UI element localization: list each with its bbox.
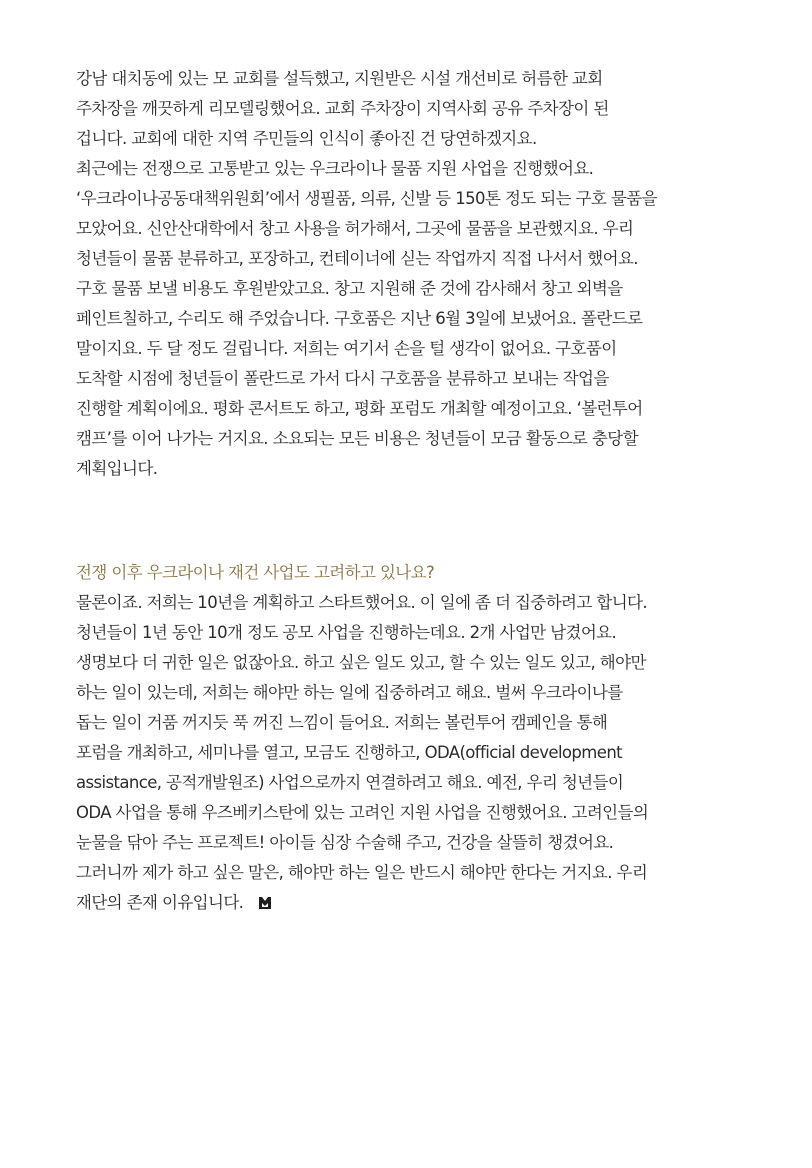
last-text-line	[76, 888, 766, 918]
article-body	[76, 64, 766, 918]
text-line: 하는 일이 있는데, 저희는 해야만 하는 일에 집중하려고 해요. 벌써 우크라이나를	[76, 683, 623, 702]
text-line: 겁니다. 교회에 대한 지역 주민들의 인식이 좋아진 건 당연하겠지요.	[76, 129, 537, 148]
text-line: ODA 사업을 통해 우즈베키스탄에 있는 고려인 지원 사업을 진행했어요. 고려인들의	[76, 803, 649, 822]
text-line: 도착할 시점에 청년들이 폴란드로 가서 다시 구호품을 분류하고 보내는 작업을	[76, 369, 609, 388]
text-line: 눈물을 닦아 주는 프로젝트! 아이들 심장 수술해 주고, 건강을 살뜰히 챙겼어요.	[76, 833, 614, 852]
last-line-text: 재단의 존재 이유입니다.	[76, 893, 244, 912]
text-line: 돕는 일이 거품 꺼지듯 푹 꺼진 느낌이 들어요. 저희는 볼런투어 캠페인을 통해	[76, 713, 608, 732]
text-line: 모았어요. 신안산대학에서 창고 사용을 허가해서, 그곳에 물품을 보관했지요. 우리	[76, 219, 634, 238]
text-line: 계획입니다.	[76, 459, 158, 478]
text-line: 포럼을 개최하고, 세미나를 열고, 모금도 진행하고, ODA(official development	[76, 743, 623, 762]
text-line: 청년들이 1년 동안 10개 정도 공모 사업을 진행하는데요. 2개 사업만 남겼어요.	[76, 623, 617, 642]
text-line: 강남 대치동에 있는 모 교회를 설득했고, 지원받은 시설 개선비로 허름한 교회	[76, 69, 603, 88]
answer-paragraph-2	[76, 588, 766, 918]
interview-question: 전쟁 이후 우크라이나 재건 사업도 고려하고 있나요?	[76, 563, 435, 582]
text-line: 페인트칠하고, 수리도 해 주었습니다. 구호품은 지난 6월 3일에 보냈어요. 폴란드로	[76, 309, 643, 328]
text-line: 주차장을 깨끗하게 리모델링했어요. 교회 주차장이 지역사회 공유 주차장이 된	[76, 99, 609, 118]
text-line: 생명보다 더 귀한 일은 없잖아요. 하고 싶은 일도 있고, 할 수 있는 일도 있고, 해야만	[76, 653, 646, 672]
text-line: 최근에는 전쟁으로 고통받고 있는 우크라이나 물품 지원 사업을 진행했어요.	[76, 159, 594, 178]
text-line: 진행할 계획이에요. 평화 콘서트도 하고, 평화 포럼도 개최할 예정이고요. ‘볼런투어	[76, 399, 643, 418]
magazine-end-mark-icon	[258, 890, 272, 904]
answer-paragraph-1	[76, 64, 766, 484]
text-line: 말이지요. 두 달 정도 걸립니다. 저희는 여기서 손을 털 생각이 없어요. 구호품이	[76, 339, 617, 358]
text-line: ‘우크라이나공동대책위원회’에서 생필품, 의류, 신발 등 150톤 정도 되는 구호 물품을	[76, 189, 657, 208]
text-line: 구호 물품 보낼 비용도 후원받았고요. 창고 지원해 준 것에 감사해서 창고 외벽을	[76, 279, 623, 298]
text-line: 물론이죠. 저희는 10년을 계획하고 스타트했어요. 이 일에 좀 더 집중하려고 합니다.	[76, 593, 648, 612]
text-line: 캠프’를 이어 나가는 거지요. 소요되는 모든 비용은 청년들이 모금 활동으로 충당할	[76, 429, 638, 448]
text-line: 청년들이 물품 분류하고, 포장하고, 컨테이너에 싣는 작업까지 직접 나서서 했어요.	[76, 249, 638, 268]
text-line: 그러니까 제가 하고 싶은 말은, 해야만 하는 일은 반드시 해야만 한다는 거지요. 우리	[76, 863, 648, 882]
text-line: assistance, 공적개발원조) 사업으로까지 연결하려고 해요. 예전, 우리 청년들이	[76, 773, 624, 792]
